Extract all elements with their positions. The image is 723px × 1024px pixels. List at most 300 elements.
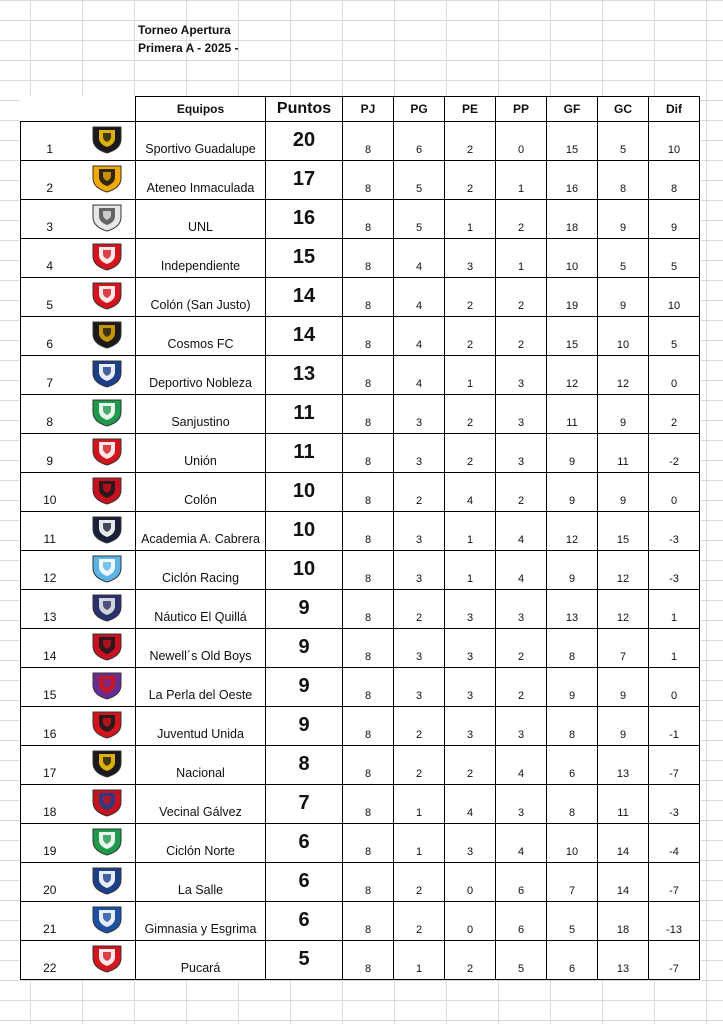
gc-cell: 5 xyxy=(598,239,649,278)
pp-cell: 4 xyxy=(496,746,547,785)
points-cell: 15 xyxy=(266,239,343,278)
pg-cell: 5 xyxy=(394,161,445,200)
dif-cell: -3 xyxy=(649,785,700,824)
pj-cell: 8 xyxy=(343,122,394,161)
pe-cell: 0 xyxy=(445,902,496,941)
gc-cell: 9 xyxy=(598,200,649,239)
points-cell: 7 xyxy=(266,785,343,824)
position-cell: 6 xyxy=(21,317,79,356)
dif-cell: -7 xyxy=(649,746,700,785)
pg-cell: 2 xyxy=(394,707,445,746)
pj-cell: 8 xyxy=(343,473,394,512)
gf-cell: 9 xyxy=(547,668,598,707)
logo-cell xyxy=(79,785,136,824)
position-cell: 7 xyxy=(21,356,79,395)
points-cell: 10 xyxy=(266,551,343,590)
pe-cell: 1 xyxy=(445,200,496,239)
pg-cell: 6 xyxy=(394,122,445,161)
position-cell: 20 xyxy=(21,863,79,902)
points-cell: 9 xyxy=(266,707,343,746)
cosmos-fc-crest xyxy=(89,319,125,349)
gimnasia-y-esgrima-crest xyxy=(89,904,125,934)
pj-cell: 8 xyxy=(343,200,394,239)
tournament-subtitle: Primera A - 2025 - xyxy=(138,41,239,55)
pucara-crest xyxy=(89,943,125,973)
table-row xyxy=(21,785,700,824)
gf-cell: 8 xyxy=(547,629,598,668)
pp-cell: 3 xyxy=(496,434,547,473)
points-cell: 9 xyxy=(266,590,343,629)
juventud-unida-crest xyxy=(89,709,125,739)
team-name: Gimnasia y Esgrima xyxy=(136,902,266,941)
pj-cell: 8 xyxy=(343,902,394,941)
pj-cell: 8 xyxy=(343,278,394,317)
table-row xyxy=(21,863,700,902)
sanjustino-crest xyxy=(89,397,125,427)
position-cell: 2 xyxy=(21,161,79,200)
gf-cell: 6 xyxy=(547,941,598,980)
gf-cell: 10 xyxy=(547,239,598,278)
team-name: Pucará xyxy=(136,941,266,980)
pe-cell: 4 xyxy=(445,473,496,512)
ciclon-racing-crest xyxy=(89,553,125,583)
gc-cell: 11 xyxy=(598,434,649,473)
position-cell: 3 xyxy=(21,200,79,239)
points-cell: 5 xyxy=(266,941,343,980)
logo-cell xyxy=(79,161,136,200)
team-name: Colón (San Justo) xyxy=(136,278,266,317)
pg-cell: 3 xyxy=(394,512,445,551)
header-pe: PE xyxy=(445,97,496,122)
table-row xyxy=(21,512,700,551)
points-cell: 14 xyxy=(266,278,343,317)
pj-cell: 8 xyxy=(343,668,394,707)
header-gc: GC xyxy=(598,97,649,122)
logo-cell xyxy=(79,902,136,941)
points-cell: 6 xyxy=(266,902,343,941)
table-row xyxy=(21,941,700,980)
position-cell: 1 xyxy=(21,122,79,161)
header-pp: PP xyxy=(496,97,547,122)
team-name: Vecinal Gálvez xyxy=(136,785,266,824)
logo-cell xyxy=(79,863,136,902)
logo-cell xyxy=(79,239,136,278)
position-cell: 21 xyxy=(21,902,79,941)
pe-cell: 3 xyxy=(445,824,496,863)
points-cell: 6 xyxy=(266,863,343,902)
points-cell: 16 xyxy=(266,200,343,239)
pg-cell: 2 xyxy=(394,473,445,512)
pg-cell: 1 xyxy=(394,824,445,863)
gf-cell: 16 xyxy=(547,161,598,200)
position-cell: 14 xyxy=(21,629,79,668)
logo-cell xyxy=(79,122,136,161)
pg-cell: 2 xyxy=(394,902,445,941)
table-row xyxy=(21,395,700,434)
pp-cell: 6 xyxy=(496,902,547,941)
table-row xyxy=(21,434,700,473)
dif-cell: -7 xyxy=(649,863,700,902)
team-name: Independiente xyxy=(136,239,266,278)
position-cell: 9 xyxy=(21,434,79,473)
table-row xyxy=(21,902,700,941)
pp-cell: 2 xyxy=(496,473,547,512)
logo-cell xyxy=(79,473,136,512)
pp-cell: 3 xyxy=(496,395,547,434)
gf-cell: 8 xyxy=(547,707,598,746)
logo-cell xyxy=(79,200,136,239)
dif-cell: -7 xyxy=(649,941,700,980)
unl-crest xyxy=(89,202,125,232)
points-cell: 11 xyxy=(266,434,343,473)
points-cell: 13 xyxy=(266,356,343,395)
gc-cell: 12 xyxy=(598,551,649,590)
points-cell: 9 xyxy=(266,629,343,668)
pj-cell: 8 xyxy=(343,629,394,668)
gf-cell: 9 xyxy=(547,434,598,473)
gc-cell: 13 xyxy=(598,746,649,785)
header-blank xyxy=(79,97,136,122)
header-pg: PG xyxy=(394,97,445,122)
gf-cell: 5 xyxy=(547,902,598,941)
dif-cell: 10 xyxy=(649,278,700,317)
ateneo-inmaculada-crest xyxy=(89,163,125,193)
gc-cell: 15 xyxy=(598,512,649,551)
team-name: Sportivo Guadalupe xyxy=(136,122,266,161)
dif-cell: 0 xyxy=(649,473,700,512)
pg-cell: 3 xyxy=(394,551,445,590)
table-row xyxy=(21,278,700,317)
logo-cell xyxy=(79,434,136,473)
pj-cell: 8 xyxy=(343,239,394,278)
dif-cell: 1 xyxy=(649,629,700,668)
pp-cell: 4 xyxy=(496,824,547,863)
gf-cell: 12 xyxy=(547,512,598,551)
logo-cell xyxy=(79,941,136,980)
pp-cell: 1 xyxy=(496,239,547,278)
points-cell: 8 xyxy=(266,746,343,785)
logo-cell xyxy=(79,668,136,707)
gf-cell: 11 xyxy=(547,395,598,434)
pp-cell: 3 xyxy=(496,785,547,824)
ciclon-norte-crest xyxy=(89,826,125,856)
dif-cell: -13 xyxy=(649,902,700,941)
pe-cell: 2 xyxy=(445,941,496,980)
pj-cell: 8 xyxy=(343,512,394,551)
pg-cell: 4 xyxy=(394,356,445,395)
dif-cell: 10 xyxy=(649,122,700,161)
pe-cell: 3 xyxy=(445,239,496,278)
table-row xyxy=(21,707,700,746)
pj-cell: 8 xyxy=(343,356,394,395)
team-name: Náutico El Quillá xyxy=(136,590,266,629)
pj-cell: 8 xyxy=(343,824,394,863)
colon-san-justo-crest xyxy=(89,280,125,310)
tournament-title: Torneo Apertura xyxy=(138,23,231,37)
pe-cell: 1 xyxy=(445,551,496,590)
gc-cell: 5 xyxy=(598,122,649,161)
pe-cell: 3 xyxy=(445,629,496,668)
dif-cell: -3 xyxy=(649,512,700,551)
logo-cell xyxy=(79,629,136,668)
pg-cell: 2 xyxy=(394,863,445,902)
gf-cell: 15 xyxy=(547,317,598,356)
position-cell: 13 xyxy=(21,590,79,629)
gf-cell: 13 xyxy=(547,590,598,629)
gf-cell: 18 xyxy=(547,200,598,239)
table-row xyxy=(21,668,700,707)
position-cell: 4 xyxy=(21,239,79,278)
pe-cell: 2 xyxy=(445,278,496,317)
gf-cell: 9 xyxy=(547,551,598,590)
team-name: Academia A. Cabrera xyxy=(136,512,266,551)
pj-cell: 8 xyxy=(343,395,394,434)
table-row xyxy=(21,161,700,200)
gc-cell: 10 xyxy=(598,317,649,356)
gf-cell: 12 xyxy=(547,356,598,395)
academia-cabrera-crest xyxy=(89,514,125,544)
team-name: Newell´s Old Boys xyxy=(136,629,266,668)
table-row xyxy=(21,590,700,629)
gf-cell: 6 xyxy=(547,746,598,785)
table-row xyxy=(21,122,700,161)
dif-cell: 9 xyxy=(649,200,700,239)
gc-cell: 14 xyxy=(598,863,649,902)
logo-cell xyxy=(79,512,136,551)
pe-cell: 2 xyxy=(445,122,496,161)
pg-cell: 2 xyxy=(394,590,445,629)
dif-cell: -4 xyxy=(649,824,700,863)
team-name: Deportivo Nobleza xyxy=(136,356,266,395)
pj-cell: 8 xyxy=(343,785,394,824)
gc-cell: 12 xyxy=(598,590,649,629)
logo-cell xyxy=(79,317,136,356)
pe-cell: 2 xyxy=(445,395,496,434)
newells-old-boys-crest xyxy=(89,631,125,661)
points-cell: 9 xyxy=(266,668,343,707)
sportivo-guadalupe-crest xyxy=(89,124,125,154)
logo-cell xyxy=(79,356,136,395)
pg-cell: 4 xyxy=(394,317,445,356)
team-name: Sanjustino xyxy=(136,395,266,434)
points-cell: 14 xyxy=(266,317,343,356)
pe-cell: 2 xyxy=(445,317,496,356)
position-cell: 5 xyxy=(21,278,79,317)
independiente-crest xyxy=(89,241,125,271)
pg-cell: 3 xyxy=(394,668,445,707)
header-blank xyxy=(21,97,79,122)
pp-cell: 4 xyxy=(496,512,547,551)
header-gf: GF xyxy=(547,97,598,122)
pe-cell: 0 xyxy=(445,863,496,902)
pj-cell: 8 xyxy=(343,863,394,902)
logo-cell xyxy=(79,551,136,590)
gf-cell: 8 xyxy=(547,785,598,824)
dif-cell: 0 xyxy=(649,356,700,395)
table-row xyxy=(21,824,700,863)
pg-cell: 5 xyxy=(394,200,445,239)
pp-cell: 1 xyxy=(496,161,547,200)
pp-cell: 6 xyxy=(496,863,547,902)
pp-cell: 3 xyxy=(496,356,547,395)
pj-cell: 8 xyxy=(343,707,394,746)
vecinal-galvez-crest xyxy=(89,787,125,817)
team-name: Colón xyxy=(136,473,266,512)
nacional-crest xyxy=(89,748,125,778)
table-row xyxy=(21,551,700,590)
position-cell: 11 xyxy=(21,512,79,551)
pj-cell: 8 xyxy=(343,551,394,590)
gc-cell: 9 xyxy=(598,395,649,434)
gc-cell: 9 xyxy=(598,278,649,317)
pp-cell: 2 xyxy=(496,317,547,356)
pj-cell: 8 xyxy=(343,590,394,629)
position-cell: 16 xyxy=(21,707,79,746)
dif-cell: 5 xyxy=(649,239,700,278)
pj-cell: 8 xyxy=(343,317,394,356)
logo-cell xyxy=(79,746,136,785)
pg-cell: 3 xyxy=(394,434,445,473)
table-header-row xyxy=(21,97,700,122)
dif-cell: -2 xyxy=(649,434,700,473)
header-dif: Dif xyxy=(649,97,700,122)
team-name: Ciclón Norte xyxy=(136,824,266,863)
pp-cell: 2 xyxy=(496,629,547,668)
pe-cell: 1 xyxy=(445,356,496,395)
team-name: La Salle xyxy=(136,863,266,902)
position-cell: 22 xyxy=(21,941,79,980)
pj-cell: 8 xyxy=(343,746,394,785)
team-name: Ciclón Racing xyxy=(136,551,266,590)
dif-cell: -1 xyxy=(649,707,700,746)
pg-cell: 3 xyxy=(394,629,445,668)
la-perla-del-oeste-crest xyxy=(89,670,125,700)
dif-cell: -3 xyxy=(649,551,700,590)
gc-cell: 8 xyxy=(598,161,649,200)
pp-cell: 4 xyxy=(496,551,547,590)
gc-cell: 9 xyxy=(598,668,649,707)
pp-cell: 2 xyxy=(496,278,547,317)
standings-table xyxy=(20,96,700,980)
pg-cell: 1 xyxy=(394,941,445,980)
dif-cell: 5 xyxy=(649,317,700,356)
table-row xyxy=(21,629,700,668)
points-cell: 20 xyxy=(266,122,343,161)
pe-cell: 2 xyxy=(445,746,496,785)
position-cell: 19 xyxy=(21,824,79,863)
gc-cell: 12 xyxy=(598,356,649,395)
pg-cell: 1 xyxy=(394,785,445,824)
colon-crest xyxy=(89,475,125,505)
pg-cell: 4 xyxy=(394,278,445,317)
team-name: Unión xyxy=(136,434,266,473)
team-name: Cosmos FC xyxy=(136,317,266,356)
gf-cell: 15 xyxy=(547,122,598,161)
header-points: Puntos xyxy=(266,97,343,122)
pp-cell: 3 xyxy=(496,590,547,629)
pg-cell: 3 xyxy=(394,395,445,434)
logo-cell xyxy=(79,590,136,629)
dif-cell: 1 xyxy=(649,590,700,629)
table-row xyxy=(21,356,700,395)
pj-cell: 8 xyxy=(343,941,394,980)
deportivo-nobleza-crest xyxy=(89,358,125,388)
pp-cell: 3 xyxy=(496,707,547,746)
gc-cell: 13 xyxy=(598,941,649,980)
pj-cell: 8 xyxy=(343,434,394,473)
points-cell: 10 xyxy=(266,473,343,512)
logo-cell xyxy=(79,707,136,746)
logo-cell xyxy=(79,395,136,434)
dif-cell: 8 xyxy=(649,161,700,200)
team-name: Juventud Unida xyxy=(136,707,266,746)
pg-cell: 2 xyxy=(394,746,445,785)
position-cell: 18 xyxy=(21,785,79,824)
pp-cell: 0 xyxy=(496,122,547,161)
table-row xyxy=(21,200,700,239)
la-salle-crest xyxy=(89,865,125,895)
position-cell: 12 xyxy=(21,551,79,590)
position-cell: 10 xyxy=(21,473,79,512)
pg-cell: 4 xyxy=(394,239,445,278)
points-cell: 6 xyxy=(266,824,343,863)
team-name: Ateneo Inmaculada xyxy=(136,161,266,200)
gf-cell: 19 xyxy=(547,278,598,317)
gf-cell: 10 xyxy=(547,824,598,863)
position-cell: 15 xyxy=(21,668,79,707)
pe-cell: 1 xyxy=(445,512,496,551)
gc-cell: 7 xyxy=(598,629,649,668)
dif-cell: 2 xyxy=(649,395,700,434)
dif-cell: 0 xyxy=(649,668,700,707)
points-cell: 17 xyxy=(266,161,343,200)
pp-cell: 2 xyxy=(496,668,547,707)
pp-cell: 2 xyxy=(496,200,547,239)
logo-cell xyxy=(79,824,136,863)
table-row xyxy=(21,746,700,785)
gc-cell: 9 xyxy=(598,473,649,512)
team-name: Nacional xyxy=(136,746,266,785)
table-row xyxy=(21,239,700,278)
logo-cell xyxy=(79,278,136,317)
pe-cell: 4 xyxy=(445,785,496,824)
pj-cell: 8 xyxy=(343,161,394,200)
header-pj: PJ xyxy=(343,97,394,122)
nautico-el-quilla-crest xyxy=(89,592,125,622)
gf-cell: 7 xyxy=(547,863,598,902)
pe-cell: 3 xyxy=(445,707,496,746)
position-cell: 8 xyxy=(21,395,79,434)
points-cell: 11 xyxy=(266,395,343,434)
pe-cell: 2 xyxy=(445,161,496,200)
points-cell: 10 xyxy=(266,512,343,551)
pe-cell: 3 xyxy=(445,590,496,629)
position-cell: 17 xyxy=(21,746,79,785)
team-name: UNL xyxy=(136,200,266,239)
header-team: Equipos xyxy=(136,97,266,122)
gf-cell: 9 xyxy=(547,473,598,512)
table-row xyxy=(21,473,700,512)
table-row xyxy=(21,317,700,356)
team-name: La Perla del Oeste xyxy=(136,668,266,707)
pp-cell: 5 xyxy=(496,941,547,980)
union-crest xyxy=(89,436,125,466)
gc-cell: 18 xyxy=(598,902,649,941)
gc-cell: 11 xyxy=(598,785,649,824)
gc-cell: 9 xyxy=(598,707,649,746)
gc-cell: 14 xyxy=(598,824,649,863)
pe-cell: 3 xyxy=(445,668,496,707)
